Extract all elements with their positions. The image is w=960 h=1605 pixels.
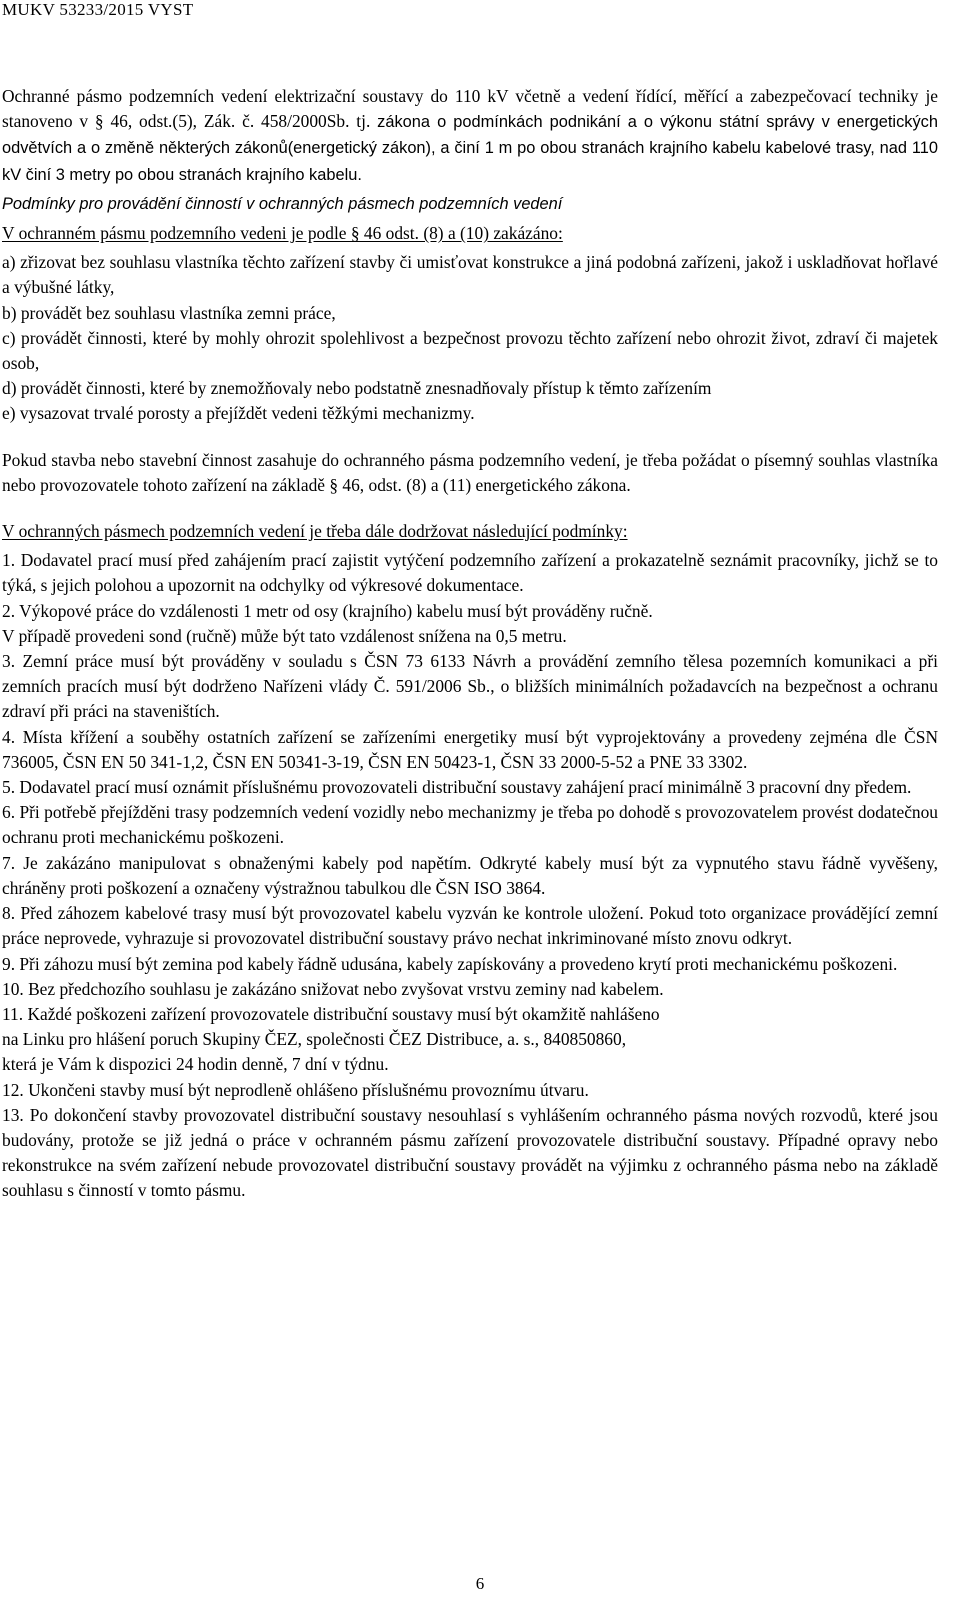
rules-title-text: V ochranných pásmech podzemních vedení je třeba dále dodržovat následující podmínky: [2, 521, 628, 542]
rule-item-10: 10. Bez předchozího souhlasu je zakázáno snižovat nebo zvyšovat vrstvu zeminy nad kabelem. [2, 978, 664, 999]
rule-item-11-line-1: 11. Každé poškozeni zařízení provozovatele distribuční soustavy musí být okamžitě nahlášeno [2, 1003, 660, 1024]
rule-item-4: 4. Místa křížení a souběhy ostatních zařízení se zařízeními energetiky musí být vyprojektovány a provedeny zejména dle ČSN 736005, ČSN EN 50 341-1,2, ČSN EN 50341-3-19, ČSN EN 50423-1, ČSN 33 2000-5-52 a PNE 33 3302. [2, 726, 938, 772]
rules-title [2, 519, 938, 544]
rule-item-13: 13. Po dokončení stavby provozovatel distribuční soustavy nesouhlasí s vyhlášením ochranného pásma nových rozvodů, které jsou budovány, protože se již jedná o práce v ochranném pásmu zařízení provozovatele distribuční soustavy. Případné opravy nebo rekonstrukce na svém zařízení nebude provozovatel distribuční soustavy provádět na výjimku z ochranného pásma nebo na základě souhlasu s činností v tomto pásmu. [2, 1104, 938, 1201]
intro-law-text: zákona o podmínkách podnikání a o výkonu státní správy v energetických odvětvích a o změně některých zákonů(energetický zákon), a činí 1 m po obou stranách krajního kabelu kabelové trasy, nad 110 kV činí 3 metry po obou stranách krajního kabelu. [2, 113, 938, 184]
document-body [2, 84, 938, 1204]
rule-item-7: 7. Je zakázáno manipulovat s obnaženými kabely pod napětím. Odkryté kabely musí být za vypnutého stavu řádně vyvěšeny, chráněny proti poškození a označeny výstražnou tabulkou dle ČSN ISO 3864. [2, 852, 938, 898]
consent-paragraph: Pokud stavba nebo stavební činnost zasahuje do ochranného pásma podzemního vedení, je třeba požádat o písemný souhlas vlastníka nebo provozovatele tohoto zařízení na základě § 46, odst. (8) a (11) energetického zákona. [2, 449, 938, 495]
forbidden-item-b: b) provádět bez souhlasu vlastníka zemni práce, [2, 302, 336, 323]
rule-item-8: 8. Před záhozem kabelové trasy musí být provozovatel kabelu vyzván ke kontrole uložení. Pokud toto organizace provádějící zemní práce neprovede, vyhrazuje si provozovatel distribuční soustavy právo nechat inkriminované místo znovu odkryt. [2, 903, 938, 949]
rule-item-1: 1. Dodavatel prací musí před zahájením prací zajistit vytýčení podzemního zařízení a prokazatelně seznámit pracovníky, jichž se to týká, s jejich polohou a upozornit na odchylky od výkresové dokumentace. [2, 550, 938, 596]
forbidden-item-a: a) zřizovat bez souhlasu vlastníka těchto zařízení stavby či umisťovat konstrukce a jiná podobná zařízeni, jakož i uskladňovat hořlavé a výbušné látky, [2, 252, 938, 298]
rule-item-3: 3. Zemní práce musí být prováděny v souladu s ČSN 73 6133 Návrh a provádění zemního tělesa pozemních komunikaci a při zemních pracích musí být dodrženo Nařízeni vlády Č. 591/2006 Sb., o bližších minimálních požadavcích na bezpečnost a ochranu zdraví při práci na staveništích. [2, 651, 938, 722]
rule-item-11-line-2: na Linku pro hlášení poruch Skupiny ČEZ, společnosti ČEZ Distribuce, a. s., 840850860, [2, 1029, 627, 1050]
forbidden-title-text: V ochranném pásmu podzemního vedeni je podle § 46 odst. (8) a (10) zakázáno: [2, 223, 563, 244]
forbidden-item-e: e) vysazovat trvalé porosty a přejíždět vedeni těžkými mechanizmy. [2, 403, 475, 424]
rule-item-2-note: V případě provedeni sond (ručně) může být tato vzdálenost snížena na 0,5 metru. [2, 625, 567, 646]
page-number: 6 [475, 1574, 485, 1593]
rule-item-6: 6. Při potřebě přejížděni trasy podzemních vedení vozidly nebo mechanizmy je třeba po dohodě s provozovatelem provést dodatečnou ochranu proti mechanickému poškozeni. [2, 802, 938, 848]
intro-text: Ochranné pásmo podzemních vedení elektrizační soustavy do 110 kV včetně a vedení řídící, měřící a zabezpečovací techniky je stanoveno v § 46, odst.(5), Zák. č. 458/2000Sb. tj. [2, 86, 938, 132]
rule-item-2: 2. Výkopové práce do vzdálenosti 1 metr od osy (krajního) kabelu musí být prováděny ručně. [2, 600, 653, 621]
document-header: MUKV 53233/2015 VYST [2, 0, 194, 19]
forbidden-title [2, 221, 938, 246]
rule-item-9: 9. Při záhozu musí být zemina pod kabely řádně udusána, kabely zapískovány a provedeno krytí proti mechanickému poškozeni. [2, 953, 898, 974]
forbidden-item-c: c) provádět činnosti, které by mohly ohrozit spolehlivost a bezpečnost provozu těchto zařízení nebo ohrozit život, zdraví či majetek osob, [2, 327, 938, 374]
conditions-title: Podmínky pro provádění činností v ochranných pásmech podzemních vedení [2, 194, 563, 213]
forbidden-item-d: d) provádět činnosti, které by znemožňovaly nebo podstatně znesnadňovaly přístup k těmto zařízením [2, 378, 712, 399]
rule-item-5: 5. Dodavatel prací musí oznámit příslušnému provozovateli distribuční soustavy zahájení prací minimálně 3 pracovní dny předem. [2, 777, 912, 798]
rule-item-12: 12. Ukončeni stavby musí být neprodleně ohlášeno příslušnému provoznímu útvaru. [2, 1079, 589, 1100]
rule-item-11-line-3: která je Vám k dispozici 24 hodin denně, 7 dní v týdnu. [2, 1054, 389, 1075]
intro-paragraph [2, 84, 938, 188]
